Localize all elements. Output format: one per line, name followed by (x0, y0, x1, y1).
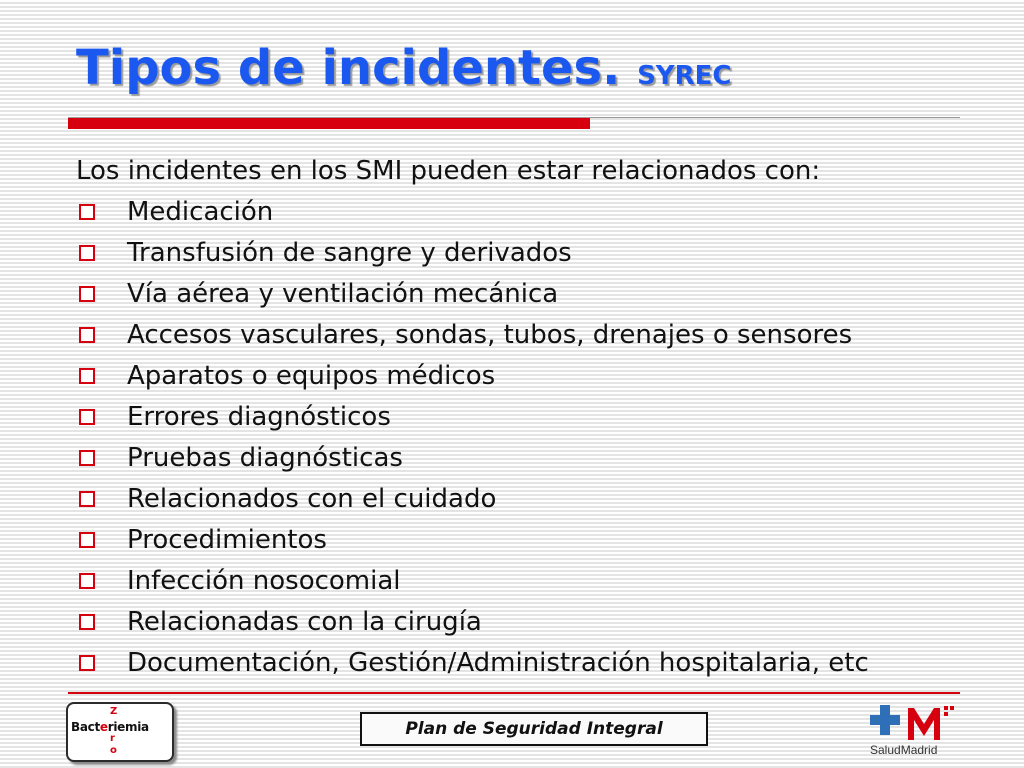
list-item-label: Infección nosocomial (127, 565, 401, 596)
logo-vertical-letter: Z (110, 706, 118, 717)
plan-seguridad-text: Plan de Seguridad Integral (405, 719, 663, 739)
list-item (76, 191, 869, 232)
list-item-label: Vía aérea y ventilación mecánica (127, 278, 559, 309)
list-item-label: Medicación (127, 196, 274, 227)
intro-text: Los incidentes en los SMI pueden estar relacionados con: (76, 156, 821, 186)
logo-vertical-letter: o (110, 745, 117, 756)
list-item (76, 437, 869, 478)
hollow-square-icon (79, 532, 95, 548)
hollow-square-icon (79, 286, 95, 302)
saludmadrid-emblem-icon (868, 702, 958, 744)
saludmadrid-logo (868, 702, 958, 762)
hollow-square-icon (79, 368, 95, 384)
list-item-label: Relacionadas con la cirugía (127, 606, 482, 637)
logo-word-start: Bact (71, 720, 100, 734)
hollow-square-icon (79, 245, 95, 261)
list-item (76, 478, 869, 519)
list-item (76, 519, 869, 560)
hollow-square-icon (79, 204, 95, 220)
slide-title (76, 38, 732, 106)
hollow-square-icon (79, 409, 95, 425)
footer-divider (68, 692, 960, 694)
list-item (76, 601, 869, 642)
list-item-label: Pruebas diagnósticas (127, 442, 403, 473)
list-item (76, 560, 869, 601)
list-item-label: Aparatos o equipos médicos (127, 360, 496, 391)
list-item (76, 642, 869, 683)
list-item (76, 273, 869, 314)
hollow-square-icon (79, 655, 95, 671)
list-item (76, 355, 869, 396)
hollow-square-icon (79, 450, 95, 466)
list-item (76, 232, 869, 273)
logo-word-end: riemia (107, 720, 149, 734)
title-accent-bar (68, 118, 590, 129)
list-item-label: Documentación, Gestión/Administración hospitalaria, etc (127, 647, 869, 678)
logo-word-highlight: e (99, 720, 108, 734)
list-item-label: Transfusión de sangre y derivados (127, 237, 572, 268)
hollow-square-icon (79, 491, 95, 507)
list-item-label: Accesos vasculares, sondas, tubos, drenajes o sensores (127, 319, 853, 350)
incident-type-list (76, 191, 869, 683)
title-main: Tipos de incidentes. (76, 40, 621, 96)
logo-vertical-letter: r (110, 733, 115, 744)
hollow-square-icon (79, 614, 95, 630)
logo-word (71, 720, 149, 734)
list-item (76, 314, 869, 355)
bacteriemia-zero-logo (66, 702, 174, 762)
title-suffix: SYREC (637, 61, 732, 91)
list-item-label: Errores diagnósticos (127, 401, 391, 432)
plan-seguridad-label (360, 712, 708, 746)
list-item-label: Procedimientos (127, 524, 327, 555)
hollow-square-icon (79, 327, 95, 343)
list-item-label: Relacionados con el cuidado (127, 483, 497, 514)
hollow-square-icon (79, 573, 95, 589)
saludmadrid-caption: SaludMadrid (870, 743, 938, 757)
list-item (76, 396, 869, 437)
